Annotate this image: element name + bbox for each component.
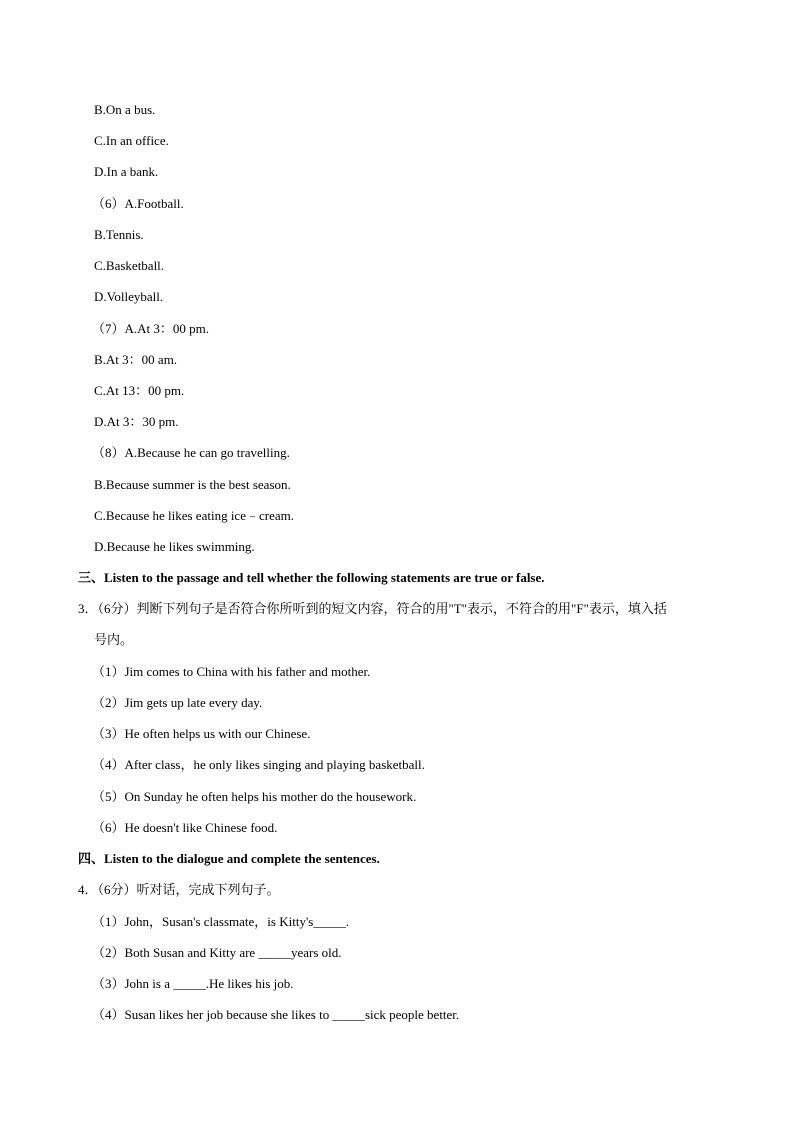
option-7d: D.At 3：30 pm. [94,414,179,429]
statement-6: （6）He doesn't like Chinese food. [92,820,278,835]
option-7c: C.At 13：00 pm. [94,383,185,398]
sentence-4: （4）Susan likes her job because she likes to _____sick people better. [92,1007,460,1022]
statement-1: （1）Jim comes to China with his father and mother. [92,664,371,679]
question-4-text: 4．（6分）听对话，完成下列句子。 [78,882,280,897]
statement-2: （2）Jim gets up late every day. [92,695,263,710]
option-8a: （8）A.Because he can go travelling. [92,445,290,460]
option-5d: D.In a bank. [94,164,159,179]
option-6b: B.Tennis. [94,227,144,242]
option-8b: B.Because summer is the best season. [94,477,291,492]
section-4-heading: 四、Listen to the dialogue and complete the sentences. [78,851,380,866]
sentence-1: （1）John，Susan's classmate，is Kitty's_____. [92,914,350,929]
section-3-heading: 三、Listen to the passage and tell whether the following statements are true or false. [78,570,545,585]
statement-5: （5）On Sunday he often helps his mother do the housework. [92,789,417,804]
sentence-2: （2）Both Susan and Kitty are _____years old. [92,945,342,960]
statement-4: （4）After class，he only likes singing and playing basketball. [92,757,425,772]
option-5c: C.In an office. [94,133,169,148]
question-3-text: 3．（6分）判断下列句子是否符合你所听到的短文内容，符合的用"T"表示，不符合的用"F"表示，填入括 [78,601,667,616]
sentence-3: （3）John is a _____.He likes his job. [92,976,294,991]
option-8c: C.Because he likes eating ice﹣cream. [94,508,294,523]
option-7a: （7）A.At 3：00 pm. [92,321,210,336]
option-5b: B.On a bus. [94,102,156,117]
statement-3: （3）He often helps us with our Chinese. [92,726,311,741]
option-6a: （6）A.Football. [92,196,184,211]
option-6c: C.Basketball. [94,258,165,273]
question-3-text-continued: 号内。 [94,632,134,647]
option-6d: D.Volleyball. [94,289,164,304]
option-7b: B.At 3：00 am. [94,352,178,367]
option-8d: D.Because he likes swimming. [94,539,255,554]
